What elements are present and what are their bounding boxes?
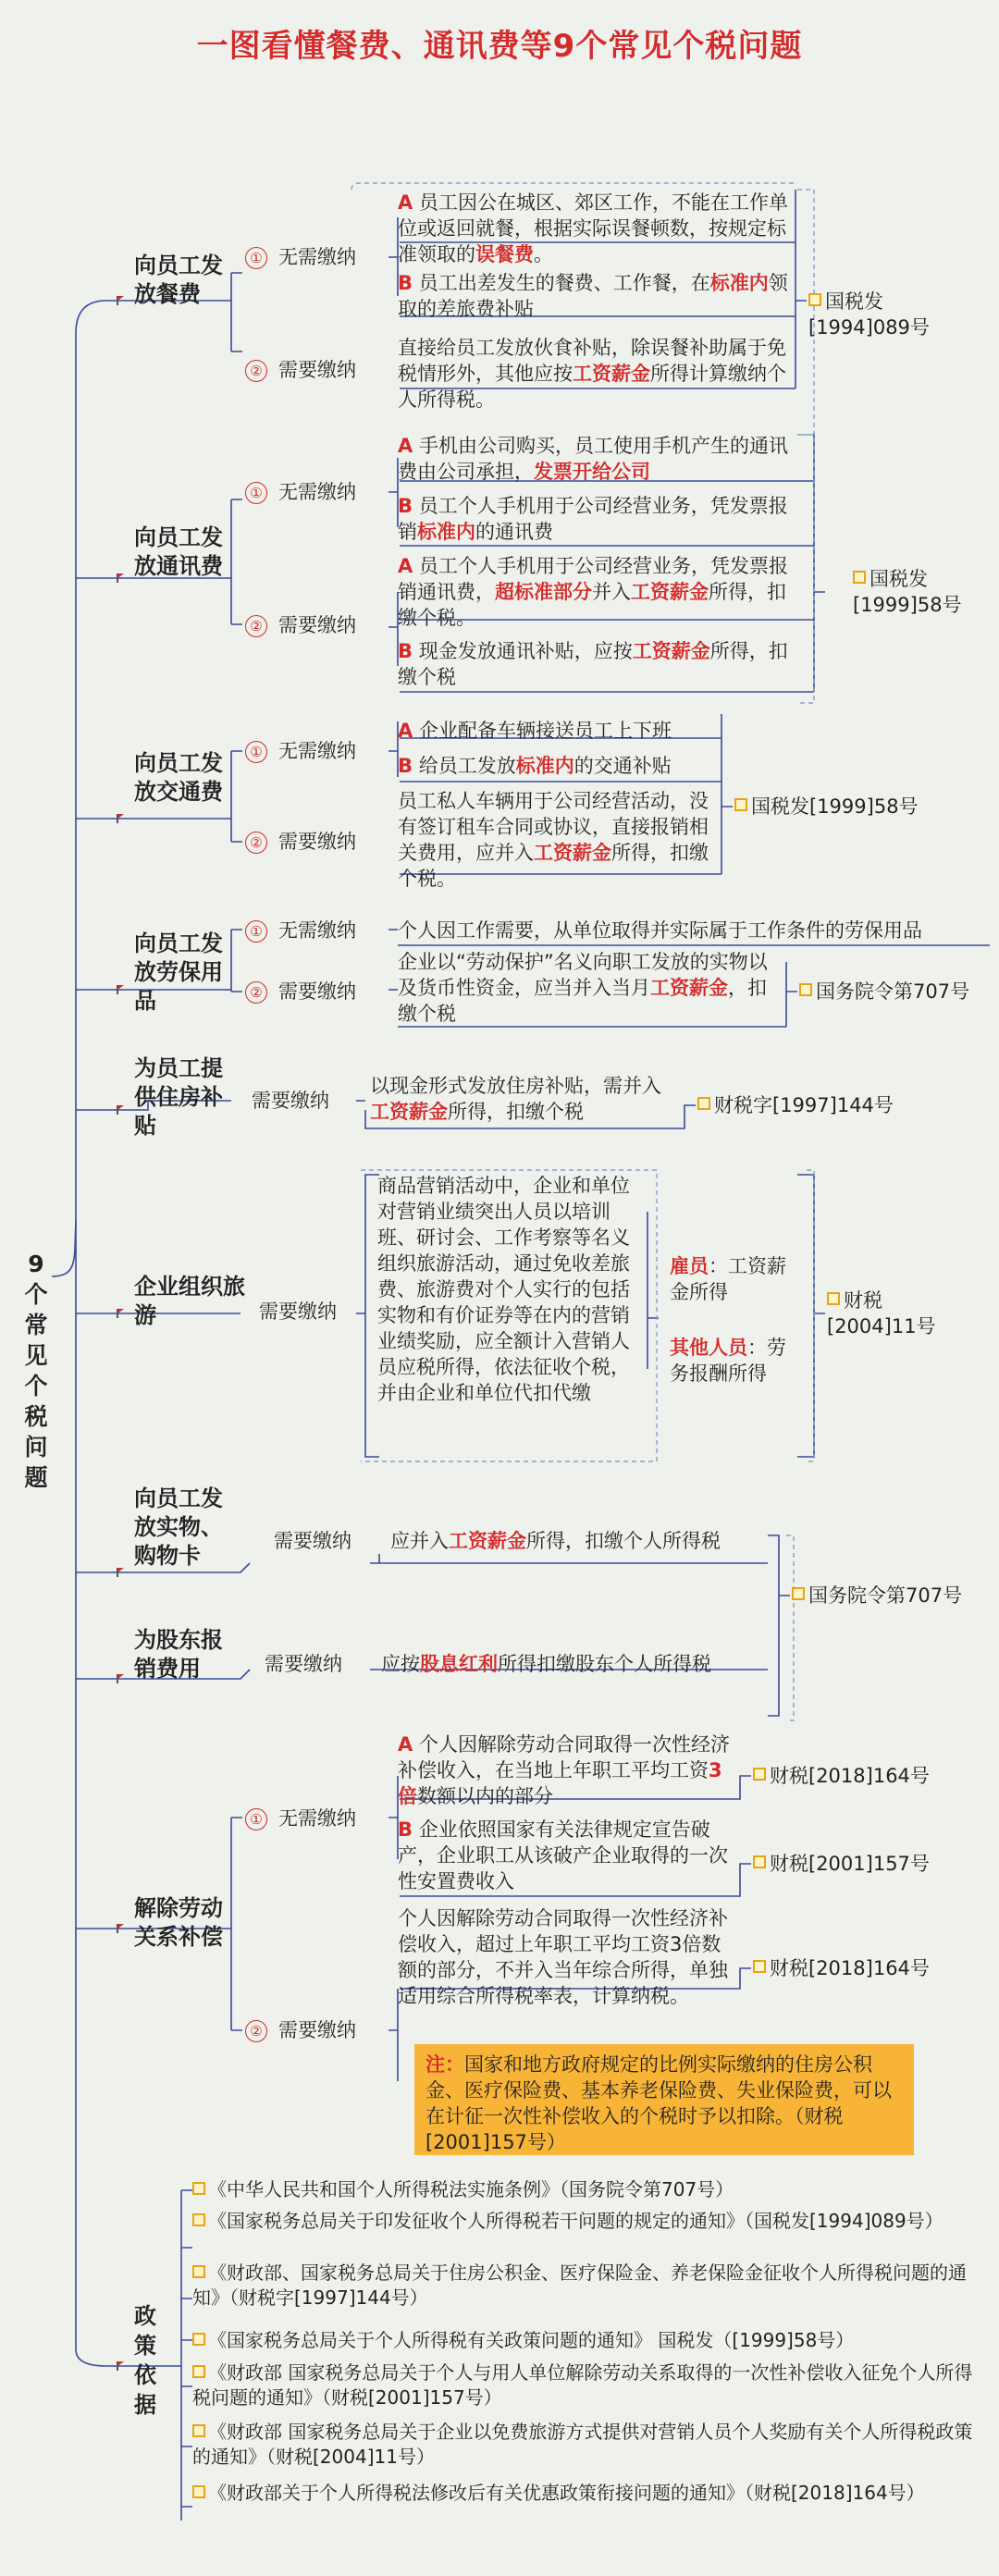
category-shareholder: 为股东报销费用 (134, 1627, 223, 1682)
ref-severance-b: 财税[2001]157号 (753, 1851, 938, 1877)
category-comm: 向员工发放通讯费 (134, 524, 223, 579)
comm-item-b: B 员工个人手机用于公司经营业务，凭发票报销标准内的通讯费 (398, 495, 788, 543)
need-tax-label: 需要缴纳 (265, 1653, 342, 1675)
flag-icon (117, 573, 126, 581)
no-tax-label: ① 无需缴纳 (245, 738, 356, 764)
travel-others: 其他人员：劳务报酬所得 (670, 1337, 786, 1385)
transport-item-c: 员工私人车辆用于公司经营活动，没有签订租车合同或协议，直接报销相关费用，应并入工资薪金所得，扣缴个税。 (398, 790, 709, 890)
travel-item-a: 商品营销活动中，企业和单位对营销业绩突出人员以培训班、研讨会、工作考察等名义组织旅游活动，通过免收差旅费、旅游费对个人实行的包括实物和有价证券等在内的营销业绩奖励，应全额计入营销人员应税所得，依法征收个税，并由企业和单位代扣代缴 (377, 1175, 630, 1404)
comm-item-c: A 员工个人手机用于公司经营业务，凭发票报销通讯费，超标准部分并入工资薪金所得，扣缴个税。 (398, 555, 788, 629)
category-travel: 企业组织旅游 (134, 1274, 245, 1328)
ref-meal: 国税发[1994]089号 (808, 290, 930, 339)
category-meal: 向员工发放餐费 (134, 253, 223, 307)
meal-item-b: B 员工出差发生的餐费、工作餐，在标准内领取的差旅费补贴 (398, 272, 788, 320)
transport-item-a: A 企业配备车辆接送员工上下班 (398, 720, 672, 742)
flag-icon (117, 1105, 126, 1113)
need-tax-label: ② 需要缴纳 (245, 357, 356, 383)
need-tax-label: ② 需要缴纳 (245, 829, 356, 855)
flag-icon (117, 814, 126, 821)
root-node: 9个常见个税问题 (24, 1251, 48, 1491)
flag-icon (117, 1568, 126, 1575)
policy-item: 《国家税务总局关于个人所得税有关政策问题的通知》 国税发（[1999]58号） (192, 2328, 988, 2353)
labor-item-b: 企业以“劳动保护”名义向职工发放的实物以及货币性资金，应当并入当月工资薪金，扣缴个税 (398, 951, 768, 1025)
flag-icon (117, 1309, 126, 1316)
ref-housing: 财税字[1997]144号 (697, 1092, 919, 1118)
comm-item-d: B 现金发放通讯补贴，应按工资薪金所得，扣缴个税 (398, 640, 788, 688)
category-severance: 解除劳动关系补偿 (134, 1895, 223, 1950)
no-tax-label: ① 无需缴纳 (245, 918, 356, 943)
flag-icon (117, 296, 126, 303)
category-labor: 向员工发放劳保用品 (134, 931, 223, 1014)
policy-item: 《国家税务总局关于印发征收个人所得税若干问题的规定的通知》（国税发[1994]089号） (192, 2209, 988, 2234)
policy-item: 《财政部关于个人所得税法修改后有关优惠政策衔接问题的通知》（财税[2018]164号） (192, 2481, 988, 2506)
card-item-a: 应并入工资薪金所得，扣缴个人所得税 (390, 1530, 721, 1552)
ref-labor: 国务院令第707号 (799, 979, 984, 1005)
policy-item: 《财政部、国家税务总局关于住房公积金、医疗保险金、养老保险金征收个人所得税问题的通知》（财税字[1997]144号） (192, 2262, 967, 2309)
labor-item-a: 个人因工作需要，从单位取得并实际属于工作条件的劳保用品 (398, 919, 922, 942)
page-title: 一图看懂餐费、通讯费等9个常见个税问题 (196, 28, 803, 65)
severance-item-b: B 企业依照国家有关法律规定宣告破产，企业职工从该破产企业取得的一次性安置费收入 (398, 1818, 728, 1892)
ref-transport: 国税发[1999]58号 (734, 794, 938, 820)
flag-icon (117, 2361, 126, 2369)
ref-travel: 财税[2004]11号 (827, 1289, 936, 1337)
category-card: 向员工发放实物、购物卡 (134, 1485, 223, 1569)
flag-icon (117, 985, 126, 992)
category-transport: 向员工发放交通费 (134, 750, 223, 805)
travel-employee: 雇员：工资薪金所得 (670, 1255, 786, 1303)
meal-item-a: A 员工因公在城区、郊区工作，不能在工作单位或返回就餐，根据实际误餐顿数，按规定标准领取的误餐费。 (398, 191, 788, 265)
need-tax-label: 需要缴纳 (274, 1530, 352, 1552)
need-tax-label: 需要缴纳 (259, 1300, 337, 1323)
ref-comm: 国税发[1999]58号 (853, 568, 962, 616)
shareholder-item-a: 应按股息红利所得扣缴股东个人所得税 (381, 1653, 711, 1675)
category-housing: 为员工提供住房补贴 (134, 1055, 223, 1139)
ref-severance-c: 财税[2018]164号 (753, 1955, 938, 1981)
ref-shareholder: 国务院令第707号 (792, 1583, 977, 1608)
policy-item: 《财政部 国家税务总局关于个人与用人单位解除劳动关系取得的一次性补偿收入征免个人所得税问题的通知》（财税[2001]157号） (192, 2361, 973, 2409)
need-tax-label: 需要缴纳 (252, 1090, 329, 1112)
severance-item-c: 个人因解除劳动合同取得一次性经济补偿收入，超过上年职工平均工资3倍数额的部分，不并入当年综合所得，单独适用综合所得税率表，计算纳税。 (398, 1907, 728, 2007)
severance-note: 注：国家和地方政府规定的比例实际缴纳的住房公积金、医疗保险费、基本养老保险费、失业保险费，可以在计征一次性补偿收入的个税时予以扣除。（财税[2001]157号） (414, 2044, 914, 2155)
policy-item: 《中华人民共和国个人所得税法实施条例》（国务院令第707号） (192, 2177, 988, 2202)
no-tax-label: ① 无需缴纳 (245, 244, 356, 270)
need-tax-label: ② 需要缴纳 (245, 2017, 356, 2043)
no-tax-label: ① 无需缴纳 (245, 479, 356, 505)
ref-severance-a: 财税[2018]164号 (753, 1763, 938, 1789)
policy-item: 《财政部 国家税务总局关于企业以免费旅游方式提供对营销人员个人奖励有关个人所得税政策的通知》（财税[2004]11号） (192, 2421, 973, 2468)
flag-icon (117, 1674, 126, 1682)
severance-item-a: A 个人因解除劳动合同取得一次性经济补偿收入，在当地上年职工平均工资3倍数额以内的部分 (398, 1733, 730, 1807)
need-tax-label: ② 需要缴纳 (245, 612, 356, 638)
housing-item-a: 以现金形式发放住房补贴，需并入工资薪金所得，扣缴个税 (370, 1075, 661, 1123)
meal-item-c: 直接给员工发放伙食补贴，除误餐补助属于免税情形外，其他应按工资薪金所得计算缴纳个人所得税。 (398, 337, 786, 411)
need-tax-label: ② 需要缴纳 (245, 979, 356, 1005)
no-tax-label: ① 无需缴纳 (245, 1806, 356, 1831)
transport-item-b: B 给员工发放标准内的交通补贴 (398, 755, 672, 777)
category-policy: 政策依据 (134, 2303, 156, 2418)
flag-icon (117, 1924, 126, 1931)
comm-item-a: A 手机由公司购买，员工使用手机产生的通讯费由公司承担，发票开给公司 (398, 435, 788, 483)
